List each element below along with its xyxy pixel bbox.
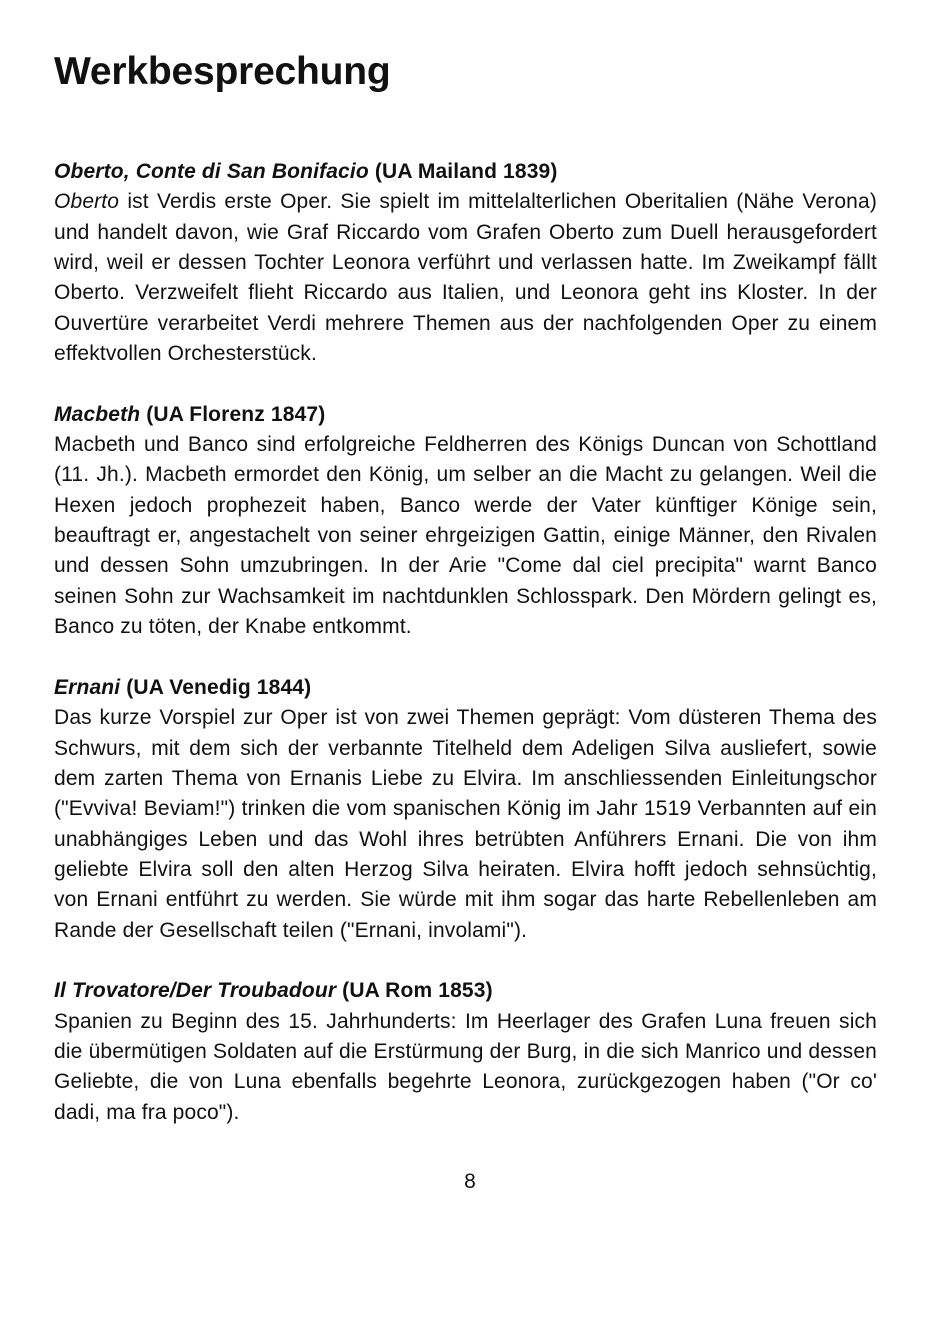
premiere-info: (UA Florenz 1847) bbox=[146, 402, 326, 426]
work-title: Ernani bbox=[54, 675, 121, 699]
section-heading bbox=[54, 976, 877, 1006]
section-body bbox=[54, 187, 877, 369]
section-text: Macbeth und Banco sind erfolgreiche Feldherren des Königs Duncan von Schottland (11. Jh.). Macbeth ermordet den König, um selber an die Macht zu gelangen. Weil die Hexen jedoch prophezeit haben, Banco werde der Vater künftiger Könige sein, beauftragt er, angestachelt von seiner ehrgeizigen Gattin, einige Männer, den Rivalen und dessen Sohn umzubringen. In der Arie "Come dal ciel precipita" warnt Banco seinen Sohn zur Wachsamkeit im nachtdunklen Schlosspark. Den Mördern gelingt es, Banco zu töten, der Knabe entkommt. bbox=[54, 433, 877, 639]
section-text: Das kurze Vorspiel zur Oper ist von zwei Themen geprägt: Vom düsteren Thema des Schwurs, mit dem sich der verbannte Titelheld dem Adeligen Silva ausliefert, sowie dem zarten Thema von Ernanis Liebe zu Elvira. Im anschliessenden Einleitungschor ("Evviva! Beviam!") trinken die vom spanischen König im Jahr 1519 Verbannten auf ein unabhängiges Leben und das Wohl ihres betrübten Anführers Ernani. Die von ihm geliebte Elvira soll den alten Herzog Silva heiraten. Elvira hofft jedoch sehnsüchtig, von Ernani entführt zu werden. Sie würde mit ihm sogar das harte Rebellenleben am Rande der Gesellschaft teilen ("Ernani, involami"). bbox=[54, 706, 877, 942]
section-body bbox=[54, 703, 877, 946]
section-ernani bbox=[54, 673, 877, 946]
section-heading bbox=[54, 673, 877, 703]
section-heading bbox=[54, 400, 877, 430]
section-body bbox=[54, 1007, 877, 1128]
section-oberto bbox=[54, 157, 877, 369]
premiere-info: (UA Rom 1853) bbox=[342, 979, 493, 1003]
page-title: Werkbesprechung bbox=[54, 50, 391, 93]
section-macbeth bbox=[54, 400, 877, 643]
work-title: Il Trovatore/Der Troubadour bbox=[54, 979, 337, 1003]
article-content bbox=[54, 157, 877, 1128]
section-body bbox=[54, 430, 877, 642]
section-text: ist Verdis erste Oper. Sie spielt im mittelalterlichen Oberitalien (Nähe Verona) und handelt davon, wie Graf Riccardo vom Grafen Oberto zum Duell herausgefordert wird, weil er dessen Tochter Leonora verführt und verlassen hatte. Im Zweikampf fällt Oberto. Verzweifelt flieht Riccardo aus Italien, und Leonora geht ins Kloster. In der Ouvertüre verarbeitet Verdi mehrere Themen aus der nachfolgenden Oper zu einem effektvollen Orchesterstück. bbox=[54, 190, 877, 366]
page-number: 8 bbox=[464, 1170, 476, 1193]
work-title: Macbeth bbox=[54, 402, 141, 426]
section-il-trovatore bbox=[54, 976, 877, 1128]
section-heading bbox=[54, 157, 877, 187]
premiere-info: (UA Venedig 1844) bbox=[126, 675, 312, 699]
work-title: Oberto, Conte di San Bonifacio bbox=[54, 160, 369, 183]
work-title-inline: Oberto bbox=[54, 190, 120, 214]
premiere-info: (UA Mailand 1839) bbox=[374, 160, 558, 183]
section-text: Spanien zu Beginn des 15. Jahrhunderts: Im Heerlager des Grafen Luna freuen sich die übermütigen Soldaten auf die Erstürmung der Burg, in die sich Manrico und dessen Geliebte, die von Luna ebenfalls begehrte Leonora, zurückgezogen haben ("Or co' dadi, ma fra poco"). bbox=[54, 1009, 877, 1124]
